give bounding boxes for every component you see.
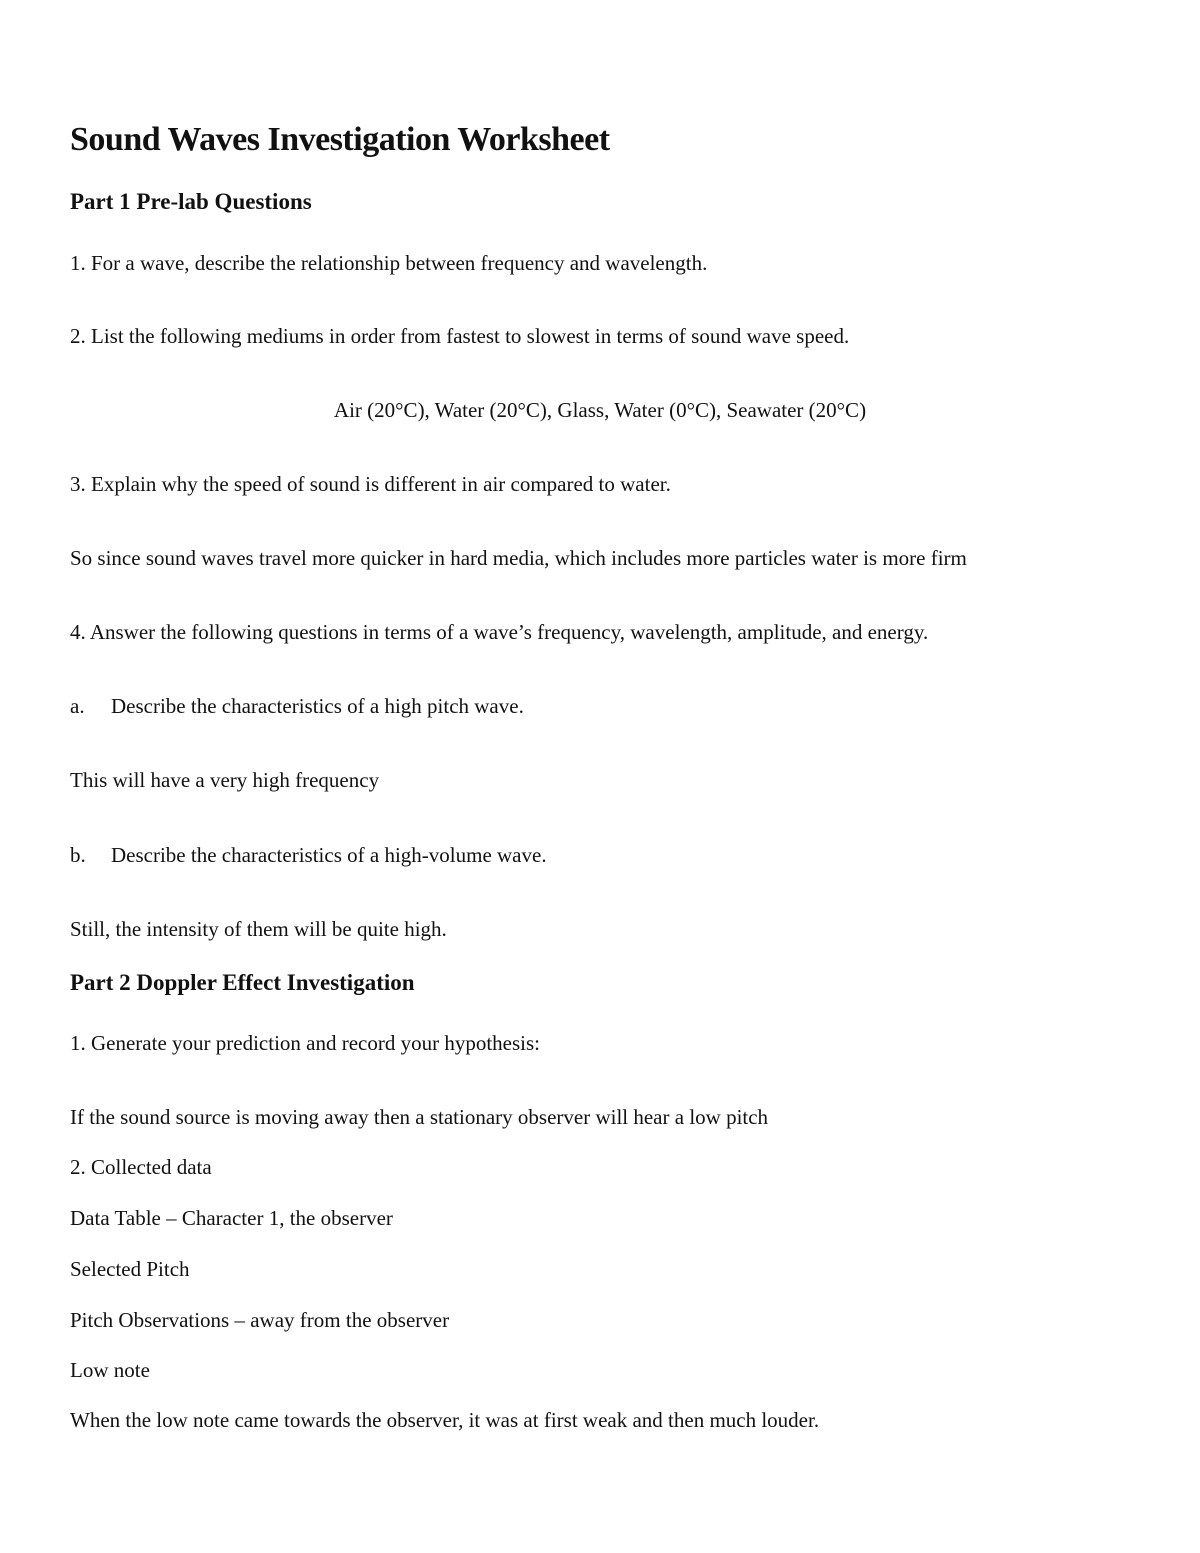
- part2-answer-1: If the sound source is moving away then a stationary observer will hear a low pitch: [70, 1105, 769, 1129]
- part1-answer-4b: Still, the intensity of them will be quite high.: [70, 917, 447, 941]
- part1-question-2: 2. List the following mediums in order from fastest to slowest in terms of sound wave speed.: [70, 324, 850, 348]
- part1-question-4a: [70, 694, 524, 718]
- column-selected-pitch: Selected Pitch: [70, 1257, 190, 1281]
- part1-answer-3: So since sound waves travel more quicker in hard media, which includes more particles water is more firm: [70, 546, 967, 570]
- cell-pitch-observation: When the low note came towards the observer, it was at first weak and then much louder.: [70, 1408, 820, 1432]
- part1-question-4: 4. Answer the following questions in terms of a wave’s frequency, wavelength, amplitude, and energy.: [70, 620, 929, 644]
- part2-question-2: 2. Collected data: [70, 1155, 212, 1179]
- part2-heading: Part 2 Doppler Effect Investigation: [70, 970, 415, 995]
- mediums-list: Air (20°C), Water (20°C), Glass, Water (0°C), Seawater (20°C): [333, 398, 867, 422]
- question-4b-text: Describe the characteristics of a high-volume wave.: [111, 843, 547, 867]
- part1-answer-4a: This will have a very high frequency: [70, 768, 380, 792]
- part1-question-4b: [70, 843, 547, 867]
- part1-question-1: 1. For a wave, describe the relationship between frequency and wavelength.: [70, 251, 708, 275]
- column-pitch-observations: Pitch Observations – away from the observer: [70, 1308, 450, 1332]
- question-4a-text: Describe the characteristics of a high pitch wave.: [111, 694, 524, 718]
- part1-question-3: 3. Explain why the speed of sound is different in air compared to water.: [70, 472, 671, 496]
- part1-heading: Part 1 Pre-lab Questions: [70, 189, 312, 214]
- cell-selected-pitch: Low note: [70, 1358, 150, 1382]
- list-marker: a.: [70, 694, 85, 718]
- list-marker: b.: [70, 843, 86, 867]
- worksheet-title: Sound Waves Investigation Worksheet: [70, 121, 610, 158]
- part2-question-1: 1. Generate your prediction and record your hypothesis:: [70, 1031, 541, 1055]
- data-table-title: Data Table – Character 1, the observer: [70, 1206, 393, 1230]
